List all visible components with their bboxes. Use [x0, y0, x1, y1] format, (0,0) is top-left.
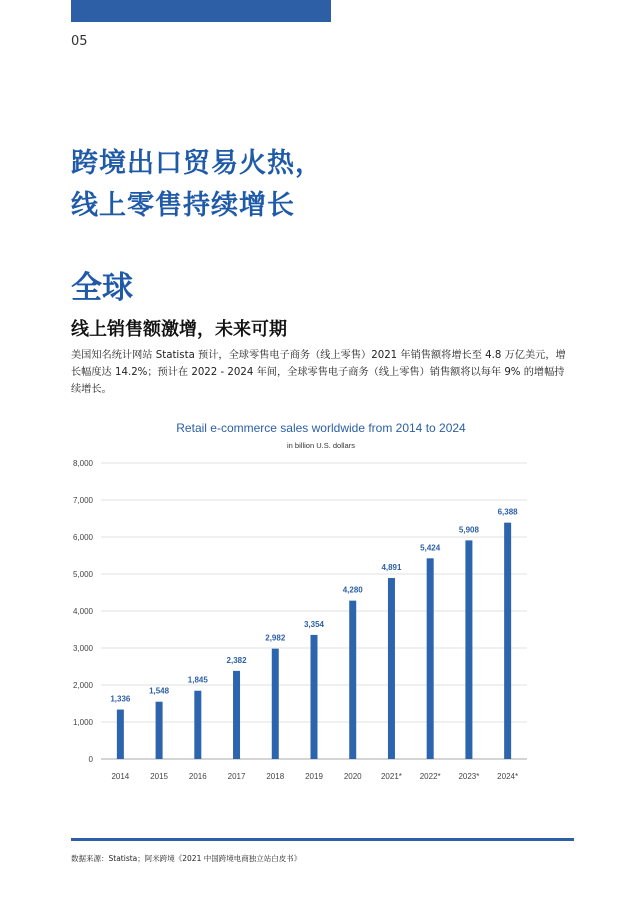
- bar-value-label: 2,982: [265, 633, 286, 643]
- chart-subtitle: in billion U.S. dollars: [287, 441, 355, 450]
- bar-value-label: 3,354: [303, 619, 325, 629]
- bar: [156, 702, 163, 759]
- x-tick-label: 2021*: [380, 772, 402, 781]
- section-subtitle: 线上销售额激增，未来可期: [71, 319, 287, 340]
- section-region-title: 全球: [71, 270, 133, 306]
- bar-value-label: 6,388: [497, 507, 518, 517]
- bar-value-label: 5,424: [420, 543, 441, 553]
- headline-line-2: 线上零售持续增长: [71, 190, 295, 221]
- bar: [465, 540, 472, 759]
- bar: [349, 601, 356, 759]
- bar-value-label: 5,908: [458, 525, 479, 535]
- bar: [117, 710, 124, 759]
- x-tick-label: 2023*: [458, 772, 480, 781]
- bar: [233, 671, 240, 759]
- section-body-text: 美国知名统计网站 Statista 预计，全球零售电子商务（线上零售）2021 年销售额将增长至 4.8 万亿美元，增长幅度达 14.2%；预计在 2022 - 2024 年间，全球零售电子商务（线上零售）销售额将以每年 9% 的增幅持续增长。: [71, 350, 566, 395]
- y-tick-label: 2,000: [72, 681, 93, 690]
- bar-value-label: 1,336: [110, 694, 131, 704]
- bar-value-label: 1,845: [187, 675, 208, 685]
- bar: [427, 558, 434, 759]
- bar-value-label: 2,382: [226, 655, 247, 665]
- y-tick-label: 0: [88, 755, 93, 764]
- x-tick-label: 2015: [150, 772, 168, 781]
- y-tick-label: 4,000: [72, 607, 93, 616]
- data-source-note: 数据来源：Statista；阿米跨境《2021 中国跨境电商独立站白皮书》: [71, 854, 302, 863]
- headline-line-1: 跨境出口贸易火热，: [71, 148, 323, 179]
- x-tick-label: 2017: [227, 772, 246, 781]
- bar-value-label: 4,891: [381, 563, 402, 573]
- bottom-rule: [71, 838, 574, 841]
- y-tick-label: 7,000: [72, 496, 93, 505]
- bar-value-label: 1,548: [149, 686, 170, 696]
- chart-title: Retail e-commerce sales worldwide from 2014 to 2024: [176, 421, 466, 435]
- bar: [272, 649, 279, 759]
- x-tick-label: 2014: [111, 772, 130, 781]
- x-tick-label: 2022*: [419, 772, 441, 781]
- x-tick-label: 2018: [266, 772, 285, 781]
- bar: [194, 691, 201, 759]
- x-tick-label: 2016: [188, 772, 207, 781]
- y-tick-label: 3,000: [72, 644, 93, 653]
- y-tick-label: 5,000: [72, 570, 93, 579]
- bar: [504, 523, 511, 759]
- bar: [311, 635, 318, 759]
- x-tick-label: 2019: [305, 772, 323, 781]
- y-tick-label: 1,000: [72, 718, 93, 727]
- y-tick-label: 8,000: [72, 459, 93, 468]
- bar-value-label: 4,280: [342, 585, 363, 595]
- x-tick-label: 2020: [343, 772, 362, 781]
- bar: [388, 578, 395, 759]
- y-tick-label: 6,000: [72, 533, 93, 542]
- page-number: 05: [71, 34, 88, 49]
- x-tick-label: 2024*: [497, 772, 519, 781]
